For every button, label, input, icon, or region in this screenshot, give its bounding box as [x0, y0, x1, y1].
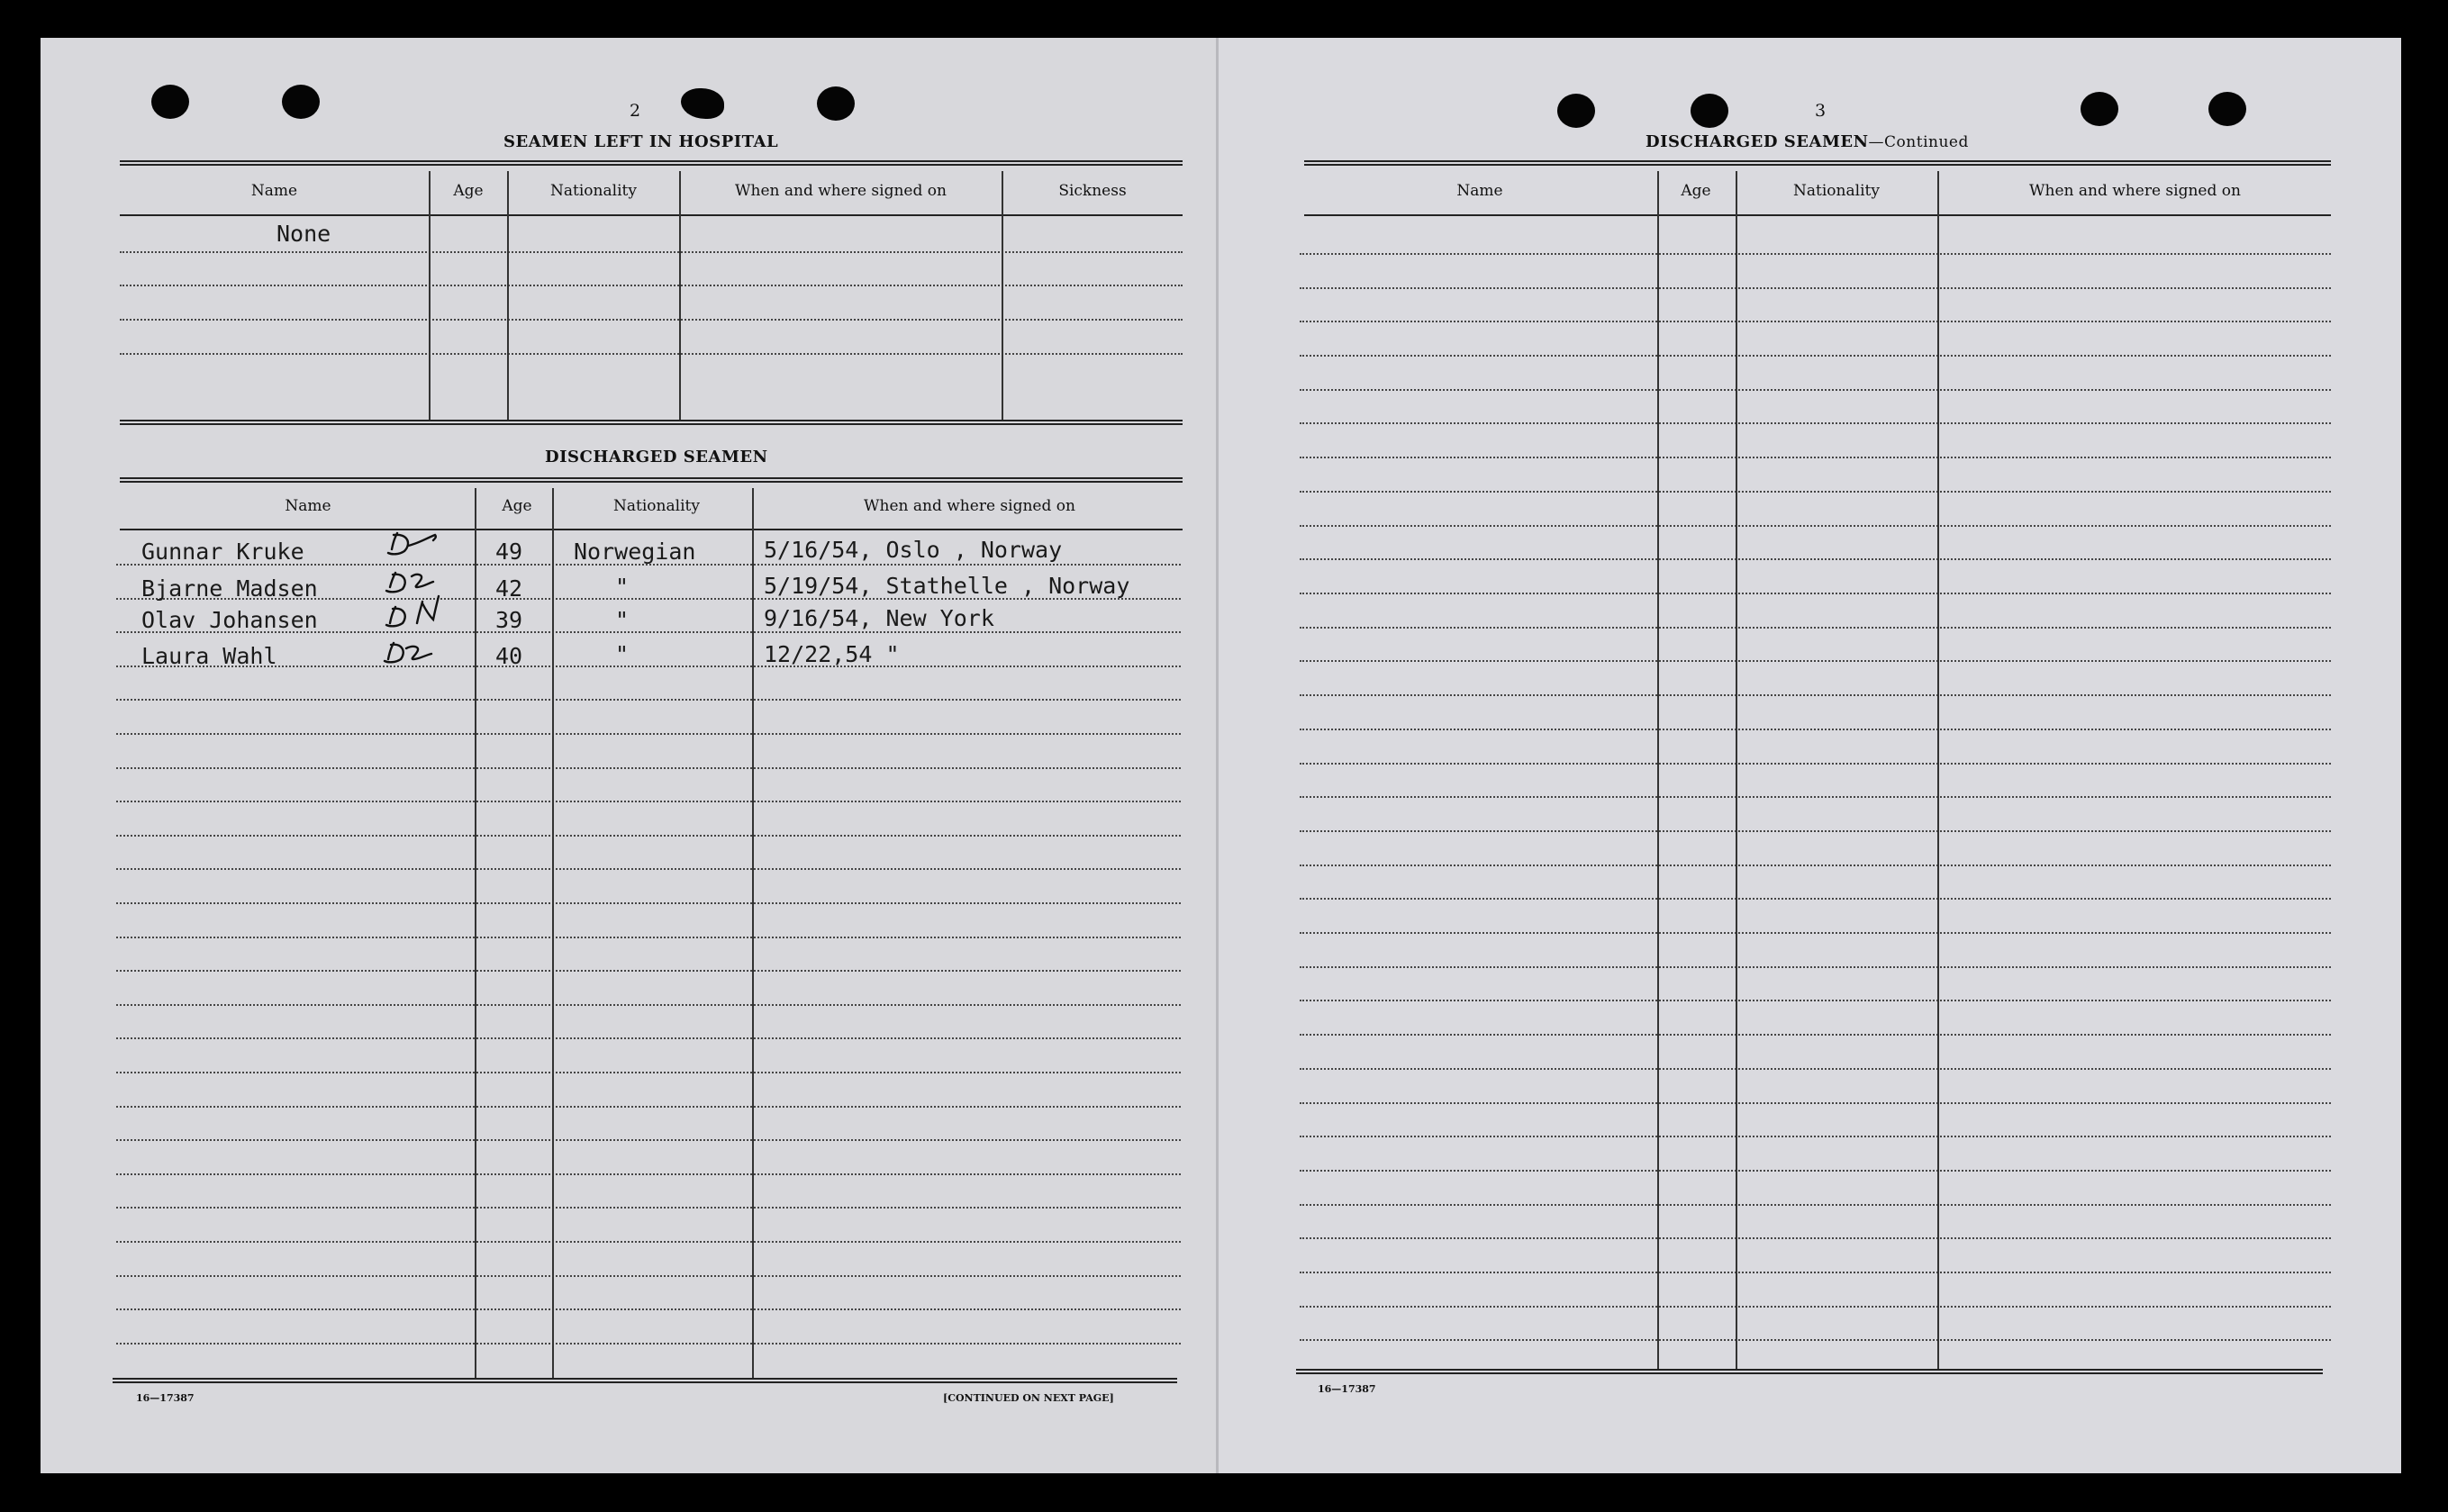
- seaman-nationality: ": [615, 574, 630, 600]
- column-divider: [1937, 171, 1939, 1369]
- table-row: [1300, 1136, 2331, 1137]
- table-row: [1300, 253, 2331, 255]
- table-row: [116, 1072, 1181, 1073]
- seaman-age: 39: [495, 607, 523, 633]
- column-header-nationality: Nationality: [550, 182, 637, 200]
- column-divider: [507, 171, 509, 420]
- table-row: [1300, 898, 2331, 900]
- table-row: [1300, 389, 2331, 391]
- table-rule: [1304, 160, 2331, 166]
- table-row: [116, 733, 1181, 735]
- discharged-section-title: DISCHARGED SEAMEN: [545, 448, 768, 466]
- table-row: [1300, 593, 2331, 594]
- table-row: [116, 699, 1181, 701]
- table-row: [1300, 422, 2331, 424]
- column-divider: [552, 488, 554, 1378]
- table-row: [1300, 627, 2331, 629]
- hospital-section-title: SEAMEN LEFT IN HOSPITAL: [503, 132, 779, 151]
- table-row: [116, 868, 1181, 870]
- table-row: [1300, 1272, 2331, 1273]
- column-header-name: Name: [250, 182, 298, 200]
- table-row: [1300, 865, 2331, 866]
- table-row: [116, 1106, 1181, 1108]
- form-number: 16—17387: [136, 1392, 195, 1404]
- punch-hole: [282, 85, 320, 119]
- punch-hole: [1557, 94, 1595, 128]
- table-row: [116, 1308, 1181, 1310]
- table-rule: [120, 529, 1183, 530]
- table-row: [1300, 1204, 2331, 1206]
- column-header-nationality: Nationality: [613, 497, 700, 515]
- table-row: [116, 902, 1181, 904]
- punch-hole: [681, 88, 724, 119]
- table-row: [116, 1173, 1181, 1175]
- column-header-signed-on: When and where signed on: [2029, 182, 2241, 200]
- seaman-signed-on: 5/16/54, Oslo , Norway: [764, 537, 1063, 563]
- table-row: [1300, 1034, 2331, 1036]
- seaman-nationality: ": [615, 641, 630, 667]
- table-row: [1300, 287, 2331, 289]
- page-number: 3: [1815, 101, 1827, 121]
- table-row: [1300, 694, 2331, 696]
- table-rule: [120, 160, 1183, 166]
- seaman-name: Bjarne Madsen: [141, 575, 318, 602]
- column-divider: [1657, 171, 1659, 1369]
- table-row: [1300, 1339, 2331, 1341]
- column-divider: [679, 171, 681, 420]
- title-suffix: —Continued: [1868, 133, 1969, 151]
- seaman-nationality: ": [615, 607, 630, 633]
- table-rule: [120, 477, 1183, 483]
- table-row: [120, 251, 1183, 253]
- table-row: [1300, 355, 2331, 357]
- table-row: [116, 970, 1181, 972]
- table-rule: [120, 420, 1183, 425]
- table-row: [1300, 1068, 2331, 1070]
- table-row: [1300, 1170, 2331, 1172]
- table-row: [116, 937, 1181, 938]
- table-row: [116, 1139, 1181, 1141]
- right-page: [1219, 38, 2401, 1473]
- column-divider: [752, 488, 754, 1378]
- table-row: [1300, 525, 2331, 527]
- punch-hole: [1691, 94, 1728, 128]
- column-header-signed-on: When and where signed on: [735, 182, 947, 200]
- continued-note: [CONTINUED ON NEXT PAGE]: [943, 1392, 1114, 1404]
- table-rule: [113, 1378, 1177, 1383]
- page-number: 2: [630, 101, 641, 121]
- seaman-age: 40: [495, 643, 523, 669]
- table-row: [1300, 1306, 2331, 1308]
- column-header-age: Age: [453, 182, 484, 200]
- table-rule: [1296, 1369, 2323, 1374]
- seaman-name: Olav Johansen: [141, 607, 318, 633]
- column-header-sickness: Sickness: [1058, 182, 1127, 200]
- table-row: [1300, 1102, 2331, 1104]
- table-row: [1300, 796, 2331, 798]
- form-number: 16—17387: [1318, 1383, 1376, 1395]
- table-row: [1300, 1000, 2331, 1001]
- seaman-signed-on: 5/19/54, Stathelle , Norway: [764, 573, 1130, 599]
- table-row: [116, 835, 1181, 837]
- column-header-nationality: Nationality: [1793, 182, 1880, 200]
- table-row: [120, 285, 1183, 286]
- table-row: [116, 1037, 1181, 1039]
- table-row: [1300, 558, 2331, 560]
- seaman-nationality: Norwegian: [574, 539, 696, 565]
- column-header-age: Age: [502, 497, 532, 515]
- table-row: [1300, 491, 2331, 493]
- table-row: [1300, 660, 2331, 662]
- table-row: [120, 353, 1183, 355]
- table-row: [116, 1241, 1181, 1243]
- column-header-name: Name: [285, 497, 331, 515]
- punch-hole: [2208, 92, 2246, 126]
- column-divider: [429, 171, 431, 420]
- table-row: [1300, 830, 2331, 832]
- discharged-continued-title: [1646, 132, 1969, 151]
- column-header-signed-on: When and where signed on: [864, 497, 1075, 515]
- punch-hole: [2081, 92, 2118, 126]
- table-row: [116, 1207, 1181, 1209]
- column-divider: [475, 488, 476, 1378]
- table-row: [116, 801, 1181, 802]
- column-divider: [1002, 171, 1003, 420]
- punch-hole: [151, 85, 189, 119]
- handwritten-discharge-marks: [381, 524, 471, 677]
- column-divider: [1736, 171, 1737, 1369]
- table-row: [116, 767, 1181, 769]
- table-row: [116, 1004, 1181, 1006]
- title-main: DISCHARGED SEAMEN: [1646, 132, 1869, 151]
- seaman-age: 49: [495, 539, 523, 565]
- hospital-entry: None: [277, 221, 331, 247]
- seaman-age: 42: [495, 575, 523, 602]
- table-row: [1300, 763, 2331, 765]
- table-row: [1300, 321, 2331, 322]
- column-header-age: Age: [1681, 182, 1711, 200]
- punch-hole: [817, 86, 855, 121]
- left-page: [41, 38, 1219, 1473]
- table-row: [1300, 966, 2331, 968]
- table-rule: [1304, 214, 2331, 216]
- column-header-name: Name: [1456, 182, 1503, 200]
- table-row: [1300, 1237, 2331, 1239]
- table-row: [116, 1343, 1181, 1345]
- table-row: [1300, 932, 2331, 934]
- table-rule: [120, 214, 1183, 216]
- seaman-signed-on: 12/22,54 ": [764, 641, 900, 667]
- seaman-name: Laura Wahl: [141, 643, 277, 669]
- table-row: [120, 319, 1183, 321]
- table-row: [116, 1275, 1181, 1277]
- table-row: [1300, 457, 2331, 458]
- table-row: [1300, 729, 2331, 730]
- seaman-signed-on: 9/16/54, New York: [764, 605, 994, 631]
- seaman-name: Gunnar Kruke: [141, 539, 304, 565]
